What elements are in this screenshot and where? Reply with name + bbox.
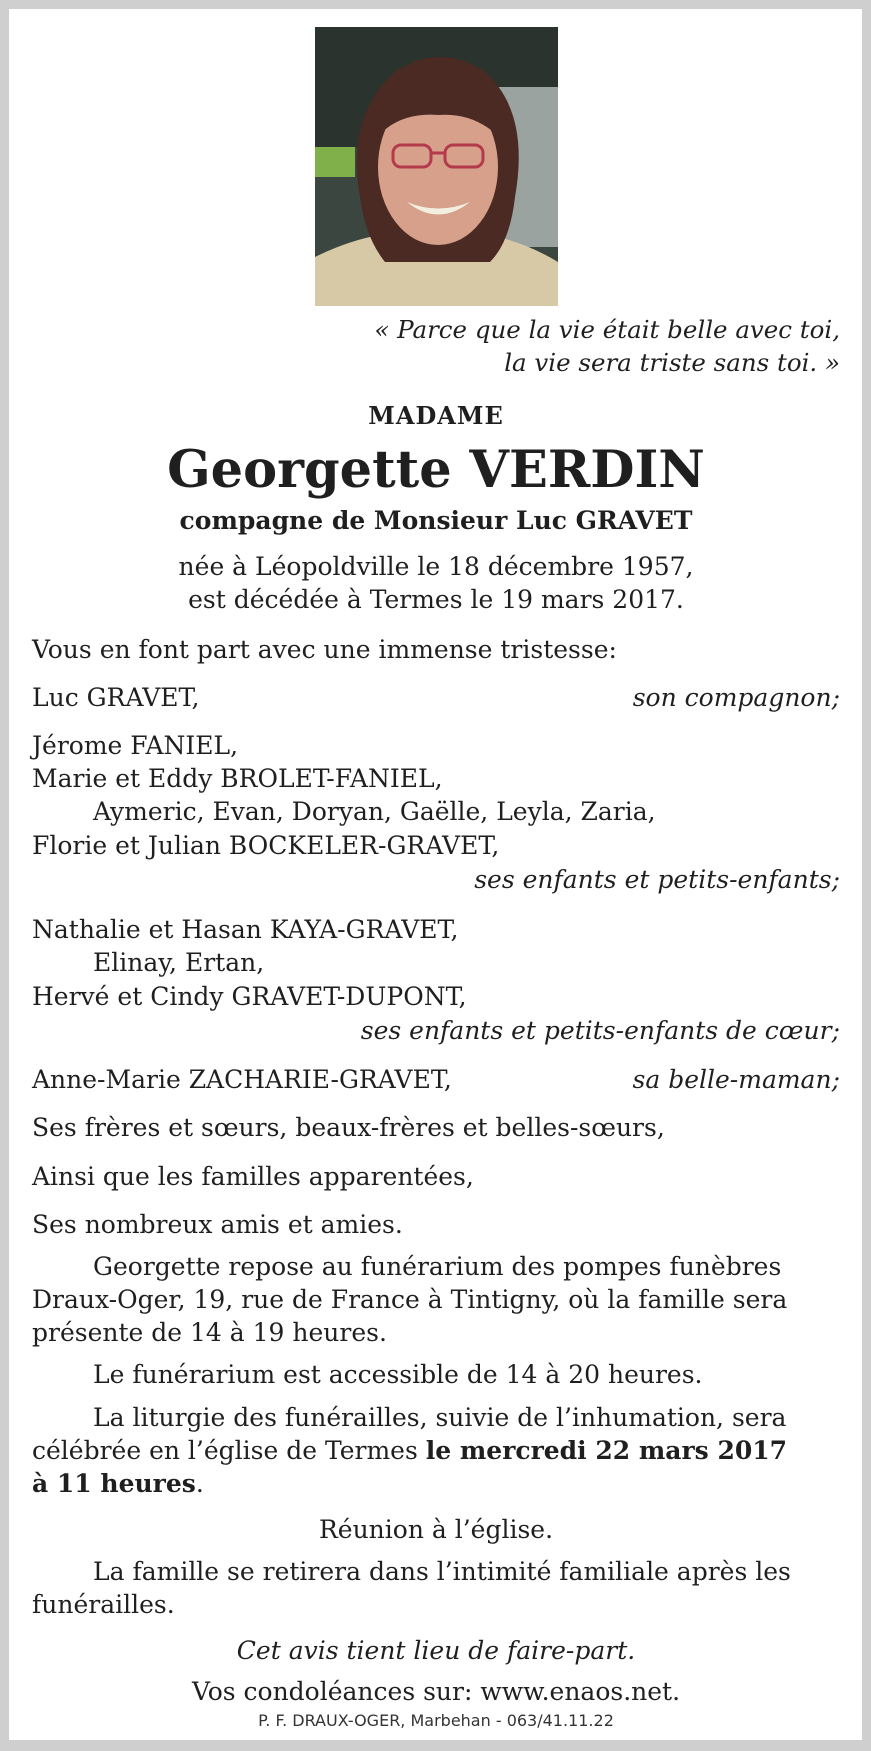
liturgy-text: célébrée en l’église de Termes [32,1436,426,1465]
family-line: Hervé et Cindy GRAVET-DUPONT, [32,982,467,1011]
family-line: Marie et Eddy BROLET-FANIEL, [32,764,443,793]
family-line: Jérome FANIEL, [32,731,239,760]
family-name: Luc GRAVET, [32,683,200,712]
repose-line: présente de 14 à 19 heures. [32,1318,387,1347]
meeting-line: Réunion à l’église. [318,1515,554,1544]
family-line: Florie et Julian BOCKELER-GRAVET, [32,831,500,860]
family-relation: sa belle-maman; [632,1065,840,1094]
liturgy-line [32,1468,840,1500]
portrait-photo [315,27,558,306]
friends-line: Ses nombreux amis et amies. [32,1210,403,1239]
companion-line: compagne de Monsieur Luc GRAVET [179,506,693,535]
repose-line: Georgette repose au funérarium des pompes funèbres [93,1252,782,1281]
family-entry-mother-in-law [32,1064,840,1096]
obituary-notice [9,9,862,1740]
family-line: Elinay, Ertan, [93,948,265,977]
liturgy-time: à 11 heures [32,1469,196,1498]
liturgy-end: . [195,1469,204,1498]
birth-line: née à Léopoldville le 18 décembre 1957, [178,552,694,581]
siblings-line: Ses frères et sœurs, beaux-frères et belles-sœurs, [32,1113,665,1142]
intimacy-line: La famille se retirera dans l’intimité familiale après les [93,1557,791,1586]
family-entry-luc [32,682,840,714]
family-relation: ses enfants et petits-enfants de cœur; [360,1016,840,1045]
family-name: Anne-Marie ZACHARIE-GRAVET, [32,1065,452,1094]
condolences-line: Vos condoléances sur: www.enaos.net. [191,1677,681,1706]
repose-line: Draux-Oger, 19, rue de France à Tintigny, où la famille sera [32,1285,788,1314]
intro-line: Vous en font part avec une immense tristesse: [32,635,617,664]
liturgy-line [32,1435,840,1467]
liturgy-line: La liturgie des funérailles, suivie de l’inhumation, sera [93,1403,787,1432]
access-line: Le funérarium est accessible de 14 à 20 heures. [93,1360,703,1389]
family-line: Nathalie et Hasan KAYA-GRAVET, [32,915,459,944]
quote-line-2: la vie sera triste sans toi. » [504,348,840,377]
family-relation: son compagnon; [632,683,840,712]
family-line: Aymeric, Evan, Doryan, Gaëlle, Leyla, Zaria, [93,797,656,826]
intimacy-line: funérailles. [32,1590,175,1619]
liturgy-date: le mercredi 22 mars 2017 [425,1436,788,1465]
death-line: est décédée à Termes le 19 mars 2017. [188,585,684,614]
deceased-name: Georgette VERDIN [167,440,705,500]
title-madame: MADAME [368,401,504,430]
funeral-home-line: P. F. DRAUX-OGER, Marbehan - 063/41.11.22 [258,1711,614,1730]
relatives-line: Ainsi que les familles apparentées, [32,1162,474,1191]
family-relation: ses enfants et petits-enfants; [474,865,840,894]
quote-line-1: « Parce que la vie était belle avec toi, [374,315,840,344]
faire-part-line: Cet avis tient lieu de faire-part. [236,1636,636,1665]
